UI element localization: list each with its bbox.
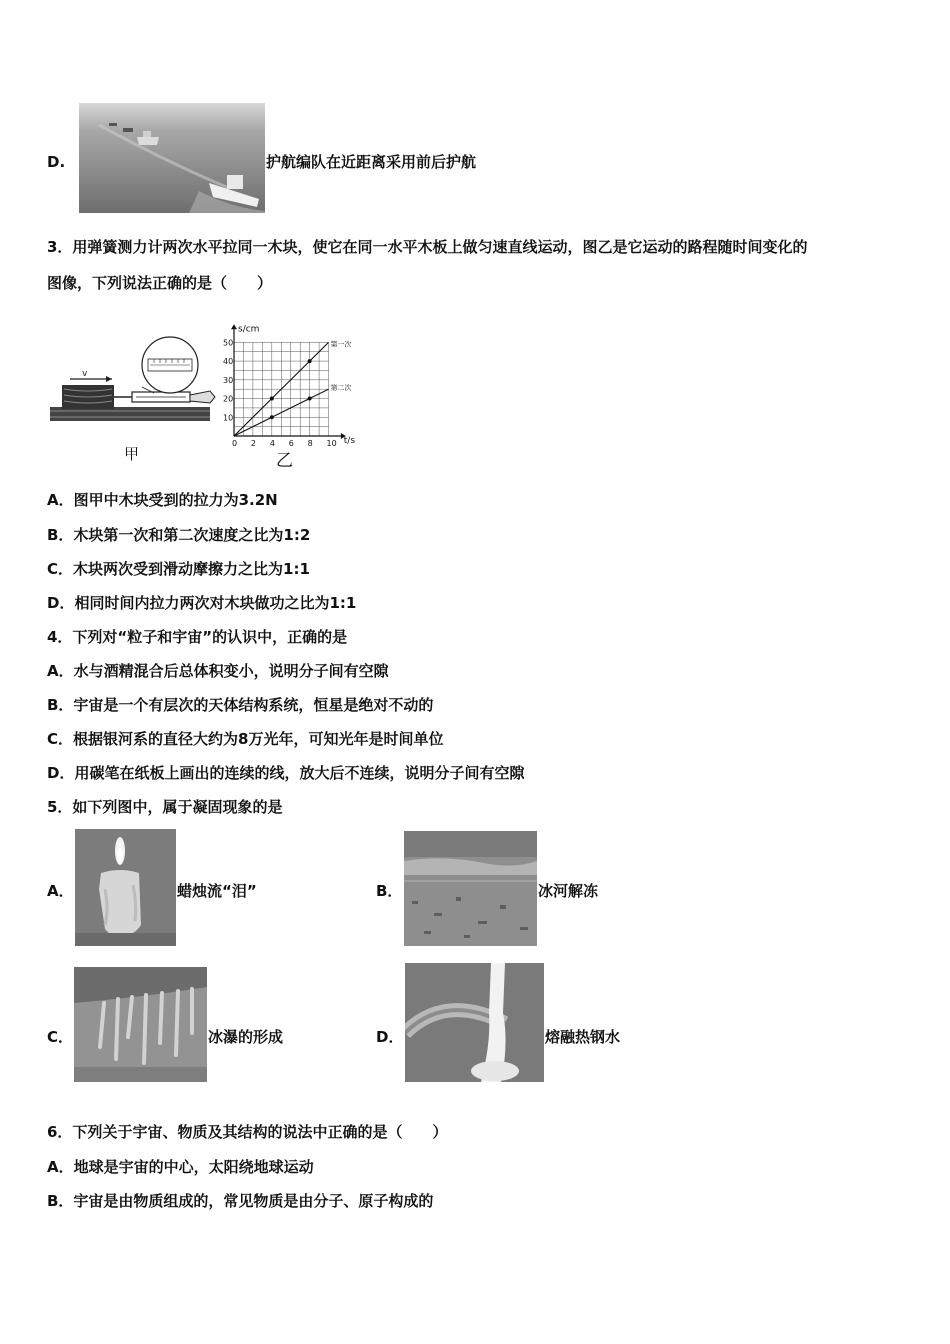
series-point bbox=[270, 397, 274, 401]
x-tick-label: 0 bbox=[232, 439, 238, 448]
q5-stem: 5．如下列图中，属于凝固现象的是 bbox=[47, 798, 283, 816]
legend-label-1: 第一次 bbox=[330, 340, 352, 349]
q4-option-a: A．水与酒精混合后总体积变小，说明分子间有空隙 bbox=[47, 662, 389, 680]
q5-option-b-caption: 冰河解冻 bbox=[538, 882, 599, 900]
q5-option-d-label: D． bbox=[376, 1028, 404, 1046]
y-axis-label: s/cm bbox=[238, 324, 260, 335]
q3-option-b: B．木块第一次和第二次速度之比为1:2 bbox=[47, 526, 311, 544]
ice-river-photo bbox=[404, 831, 537, 946]
q3-option-c: C．木块两次受到滑动摩擦力之比为1:1 bbox=[47, 560, 310, 578]
q4-stem: 4．下列对“粒子和宇宙”的认识中，正确的是 bbox=[47, 628, 348, 646]
q3-option-d: D．相同时间内拉力两次对木块做功之比为1:1 bbox=[47, 594, 357, 612]
q6-option-a: A．地球是宇宙的中心，太阳绕地球运动 bbox=[47, 1158, 314, 1176]
q5-option-d-caption: 熔融热钢水 bbox=[545, 1028, 621, 1046]
q2-option-d-label: D. bbox=[47, 153, 66, 171]
q2-option-d-caption: 护航编队在近距离采用前后护航 bbox=[266, 153, 477, 171]
q6-stem: 6．下列关于宇宙、物质及其结构的说法中正确的是（ ） bbox=[47, 1123, 448, 1141]
q4-option-b: B．宇宙是一个有层次的天体结构系统，恒星是绝对不动的 bbox=[47, 696, 434, 714]
figure-jia-apparatus bbox=[50, 335, 220, 430]
q6-option-b: B．宇宙是由物质组成的，常见物质是由分子、原子构成的 bbox=[47, 1192, 434, 1210]
figure-v-label: v bbox=[82, 369, 88, 379]
q5-option-a-label: A． bbox=[47, 882, 74, 900]
x-tick-label: 10 bbox=[326, 439, 337, 448]
q5-option-c-caption: 冰瀑的形成 bbox=[208, 1028, 284, 1046]
y-tick-label: 30 bbox=[223, 375, 234, 385]
q5-option-a-caption: 蜡烛流“泪” bbox=[177, 882, 257, 900]
q4-option-c: C．根据银河系的直径大约为8万光年，可知光年是时间单位 bbox=[47, 730, 444, 748]
q5-option-b-label: B． bbox=[376, 882, 403, 900]
figure-yi-label: 乙 bbox=[276, 451, 293, 471]
q3-stem-line1: 3．用弹簧测力计两次水平拉同一木块，使它在同一水平木板上做匀速直线运动，图乙是它运动的路程随时间变化的 bbox=[47, 238, 808, 256]
series-point bbox=[270, 415, 274, 419]
x-axis-label: t/s bbox=[343, 436, 356, 446]
x-tick-label: 2 bbox=[250, 439, 257, 448]
molten-steel-photo bbox=[405, 963, 544, 1082]
y-tick-label: 10 bbox=[223, 413, 234, 423]
q4-option-d: D．用碳笔在纸板上画出的连续的线，放大后不连续，说明分子间有空隙 bbox=[47, 764, 525, 782]
q3-stem-line2: 图像，下列说法正确的是（ ） bbox=[47, 274, 273, 292]
candle-photo bbox=[75, 829, 176, 946]
ship-convoy-photo bbox=[79, 103, 265, 213]
x-tick-label: 8 bbox=[307, 439, 313, 448]
series-point bbox=[308, 397, 312, 401]
y-tick-label: 20 bbox=[223, 394, 234, 404]
x-tick-label: 4 bbox=[269, 439, 275, 448]
y-axis-arrow bbox=[231, 324, 237, 329]
series-point bbox=[308, 359, 312, 363]
y-tick-label: 40 bbox=[223, 357, 234, 367]
x-tick-label: 6 bbox=[288, 439, 294, 448]
q3-option-a: A．图甲中木块受到的拉力为3.2N bbox=[47, 491, 278, 509]
icefall-photo bbox=[74, 967, 207, 1082]
figure-jia-label: 甲 bbox=[124, 445, 140, 463]
y-tick-label: 50 bbox=[223, 338, 234, 348]
legend-label-2: 第二次 bbox=[330, 384, 352, 393]
q5-option-c-label: C． bbox=[47, 1028, 74, 1046]
figure-yi-chart bbox=[222, 312, 372, 452]
